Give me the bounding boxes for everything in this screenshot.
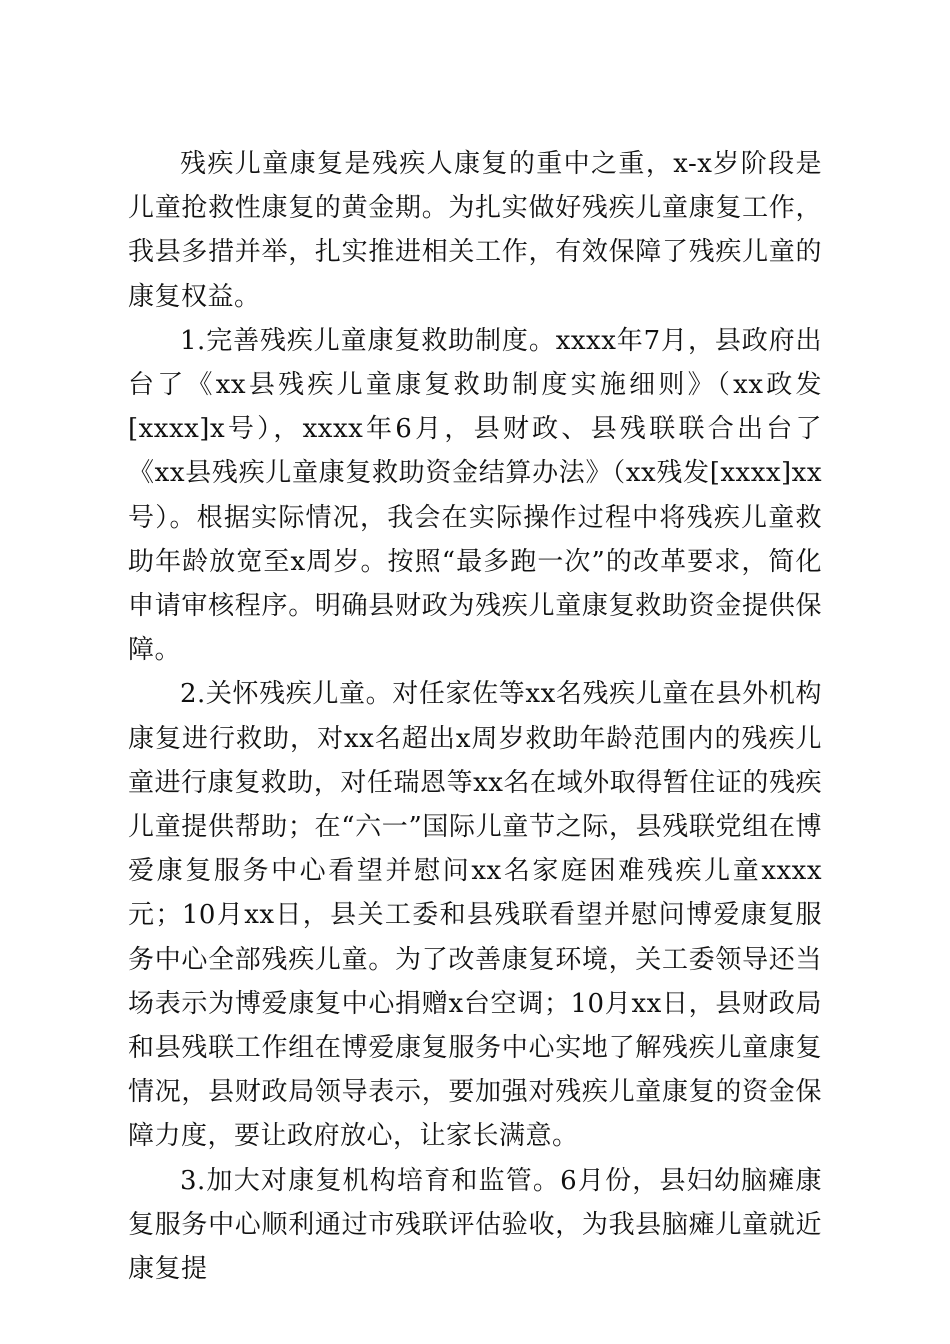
section-3-paragraph: 3.加大对康复机构培育和监管。6月份，县妇幼脑瘫康复服务中心顺利通过市残联评估验收，为我县脑瘫儿童就近康复提 xyxy=(128,1165,822,1285)
document-body xyxy=(128,142,822,1291)
section-2-paragraph: 2.关怀残疾儿童。对任家佐等xx名残疾儿童在县外机构康复进行救助，对xx名超出x周岁救助年龄范围内的残疾儿童进行康复救助，对任瑞恩等xx名在域外取得暂住证的残疾儿童提供帮助；在“六一”国际儿童节之际，县残联党组在博爱康复服务中心看望并慰问xx名家庭困难残疾儿童xxxx元；10月xx日，县关工委和县残联看望并慰问博爱康复服务中心全部残疾儿童。为了改善康复环境，关工委领导还当场表示为博爱康复中心捐赠x台空调；10月xx日，县财政局和县残联工作组在博爱康复服务中心实地了解残疾儿童康复情况，县财政局领导表示，要加强对残疾儿童康复的资金保障力度，要让政府放心，让家长满意。 xyxy=(128,679,822,1152)
intro-paragraph: 残疾儿童康复是残疾人康复的重中之重，x-x岁阶段是儿童抢救性康复的黄金期。为扎实做好残疾儿童康复工作，我县多措并举，扎实推进相关工作，有效保障了残疾儿童的康复权益。 xyxy=(128,149,822,312)
section-1-paragraph: 1.完善残疾儿童康复救助制度。xxxx年7月，县政府出台了《xx县残疾儿童康复救助制度实施细则》（xx政发[xxxx]x号），xxxx年6月，县财政、县残联联合出台了《xx县残疾儿童康复救助资金结算办法》（xx残发[xxxx]xx号）。根据实际情况，我会在实际操作过程中将残疾儿童救助年龄放宽至x周岁。按照“最多跑一次”的改革要求，简化申请审核程序。明确县财政为残疾儿童康复救助资金提供保障。 xyxy=(128,325,822,666)
